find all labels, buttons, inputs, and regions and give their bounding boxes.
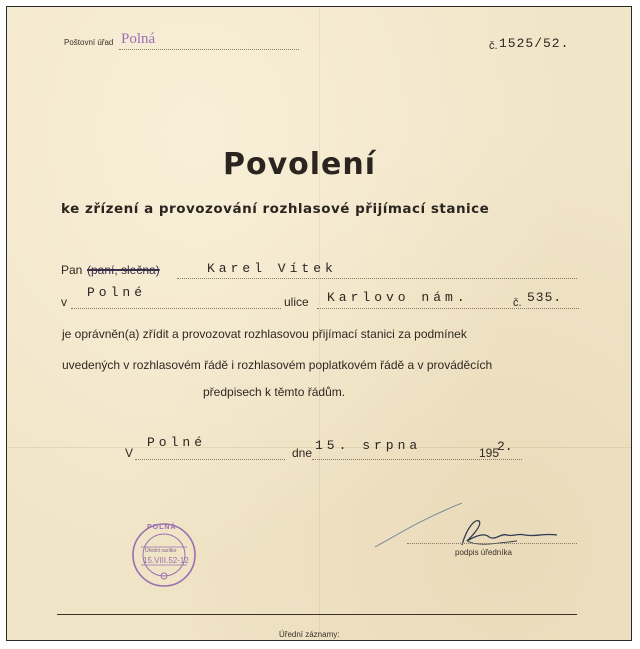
recipient-town: Polné: [87, 285, 147, 300]
stamp-middle-text: Úřední razítko: [145, 548, 177, 554]
ulice-label: ulice: [284, 295, 309, 309]
town-dotted-line: [71, 308, 281, 309]
v-label: v: [61, 295, 67, 309]
fold-line-vertical: [319, 7, 320, 640]
stamp-top-text: POLNÁ: [147, 524, 177, 531]
document-title: Povolení: [223, 147, 377, 182]
dne-label: dne: [292, 446, 313, 460]
document-number-prefix: č.: [489, 40, 498, 52]
document-sheet: [6, 6, 632, 641]
place-dotted-line: [135, 459, 285, 460]
pan-label: Pan: [61, 263, 83, 277]
year-prefix: 195: [479, 446, 500, 460]
recipient-street: Karlovo nám.: [327, 290, 469, 305]
body-line-3: předpisech k těmto řádům.: [203, 385, 346, 399]
date-v-label: V: [125, 446, 134, 460]
year-suffix: 2.: [497, 439, 513, 454]
document-number: 1525/52.: [499, 36, 570, 51]
post-office-dotted-line: [119, 49, 299, 50]
post-office-value: Polná: [121, 31, 156, 47]
signature-dotted-line: [407, 543, 577, 544]
date-place: Polné: [147, 435, 207, 450]
body-line-1: je oprávněn(a) zřídit a provozovat rozhlasovou přijímací stanici za podmínek: [62, 327, 467, 341]
postmark-circle-icon: [131, 522, 197, 588]
house-number-label: č.: [513, 297, 522, 309]
recipient-name: Karel Vítek: [207, 261, 337, 276]
footer-records-label: Úřední záznamy:: [279, 630, 340, 639]
signature-label: podpis úředníka: [455, 548, 512, 557]
body-line-2: uvedených v rozhlasovém řádě i rozhlasovém poplatkovém řádě a v prováděcích: [62, 358, 493, 372]
name-dotted-line: [177, 278, 577, 279]
stamp-date-text: 15.VIII.52-12: [143, 556, 189, 565]
street-dotted-line: [317, 308, 579, 309]
postmark-stamp: [131, 522, 197, 588]
post-office-label: Poštovní úřad: [64, 38, 114, 47]
date-day-month: 15. srpna: [315, 438, 422, 453]
recipient-house-number: 535.: [527, 290, 563, 305]
struck-out-title: (paní, slečna): [87, 263, 160, 277]
footer-divider: [57, 614, 577, 615]
document-subtitle: ke zřízení a provozování rozhlasové přijímací stanice: [61, 201, 490, 217]
date-dotted-line: [312, 459, 522, 460]
